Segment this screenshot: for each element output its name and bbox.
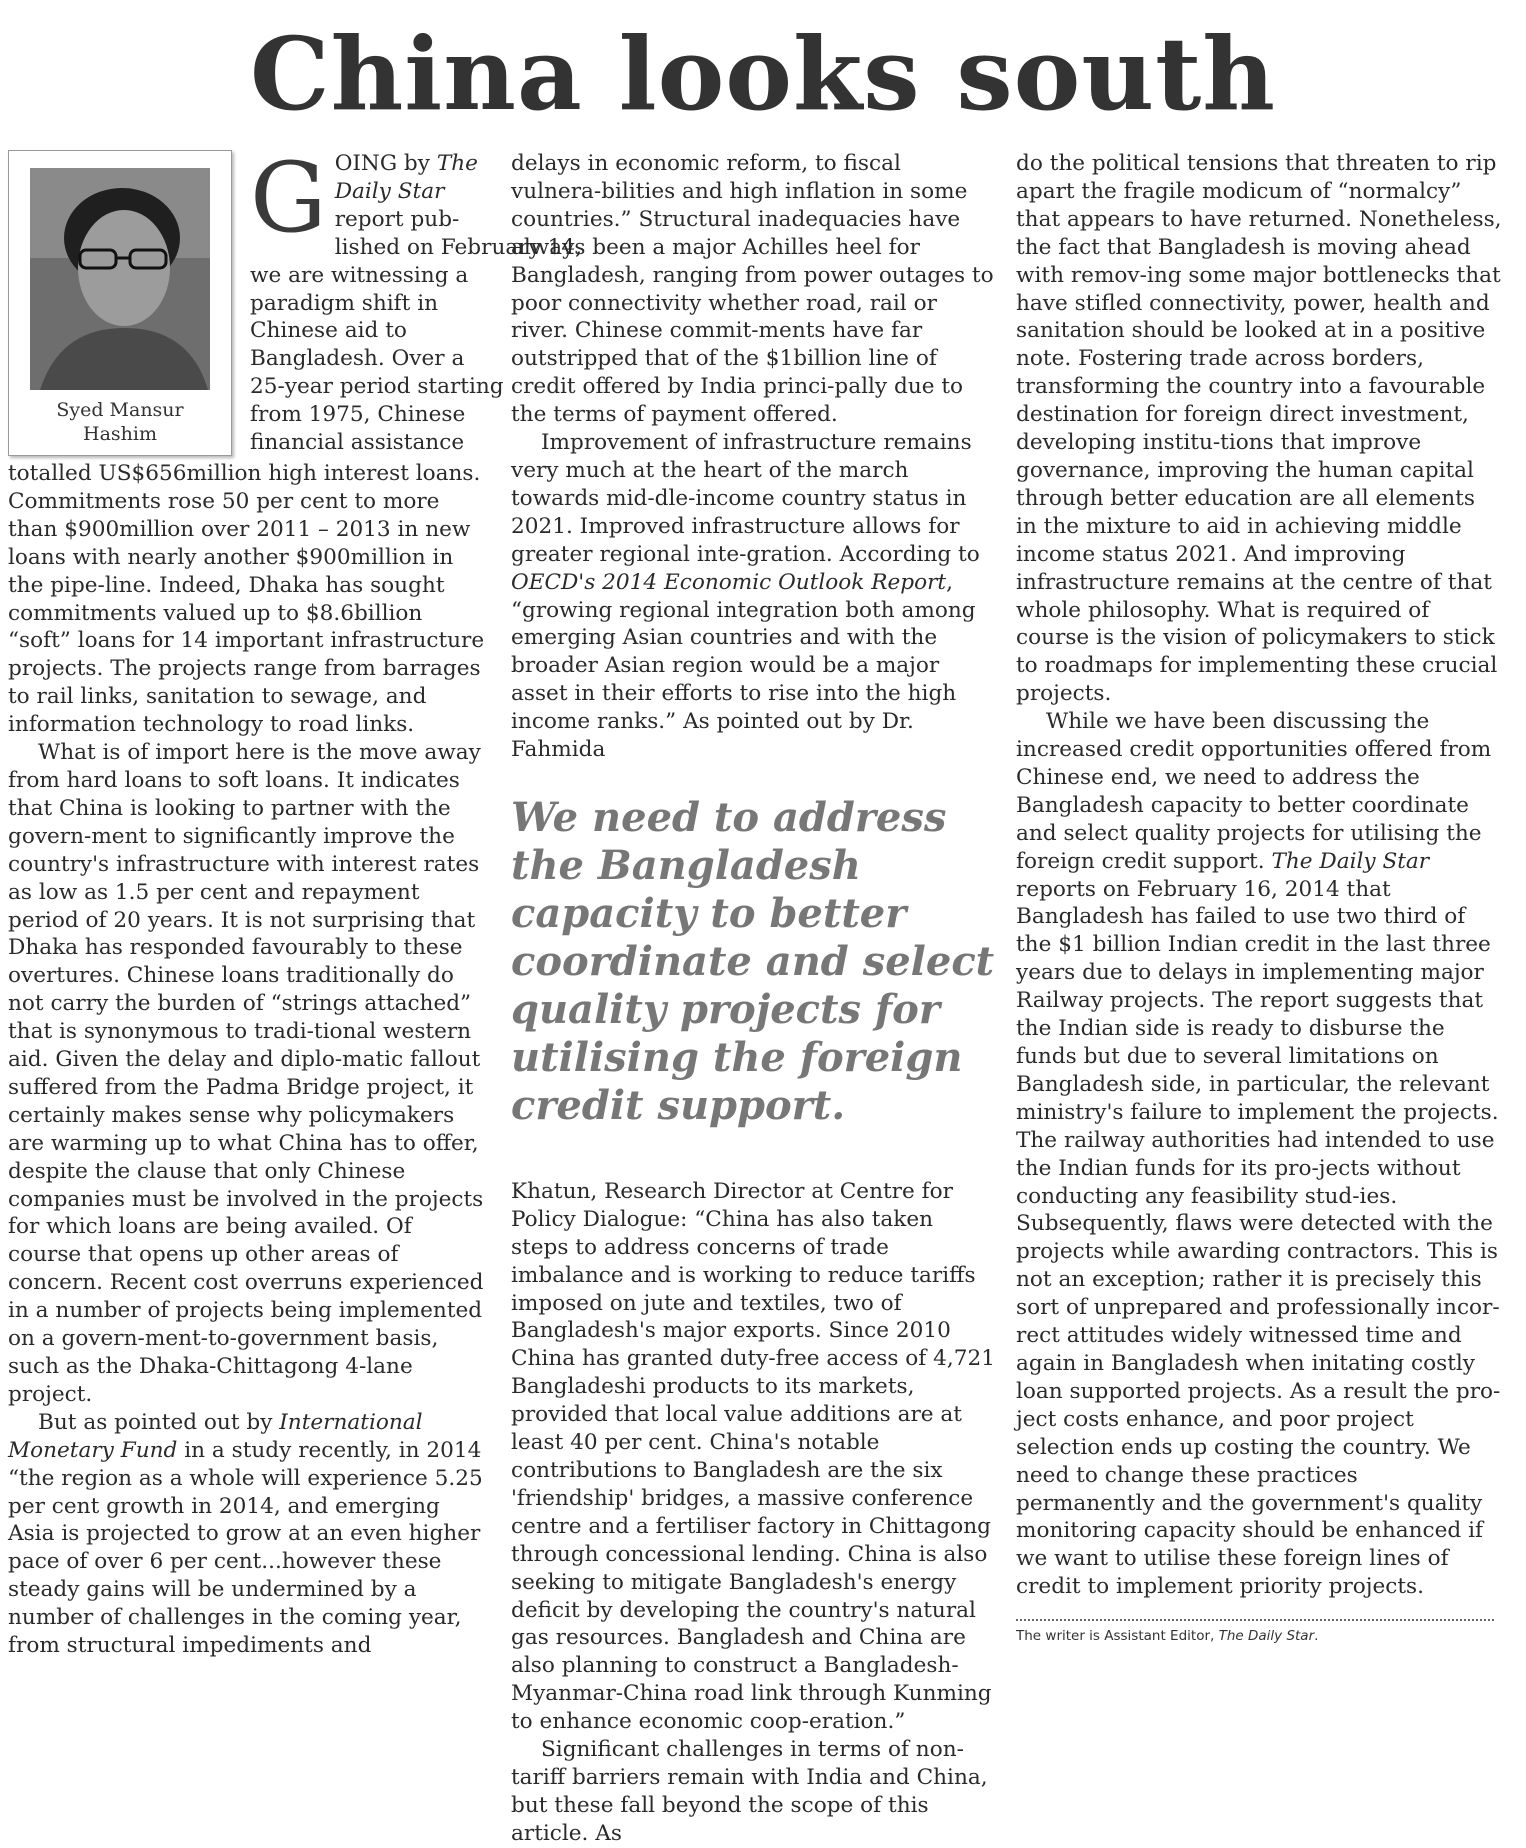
intro-line: 25-year period starting — [250, 374, 504, 400]
author-box — [8, 150, 232, 456]
paragraph: delays in economic reform, to fiscal vulnera-bilities and high inflation in some countries.” Structural inadequacies have always been a major Achilles heel for Bangladesh, ranging from power outages to poor connectivity whether road, rail or river. Chinese commit-ments have far outstripped that of the $1billion line of credit offered by India princi-pally due to the terms of payment offered. — [511, 151, 994, 428]
paragraph: totalled US$656million high interest loans. Commitments rose 50 per cent to more than $900million over 2011 – 2013 in new loans with nearly another $900million in the pipe-line. Indeed, Dhaka has sought commitments valued up to $8.6billion “soft” loans for 14 important infrastructure projects. The projects range from barrages to rail links, sanitation to sewage, and information technology to road links. — [8, 461, 485, 738]
intro-line: we are witnessing a — [250, 262, 469, 288]
author-name — [9, 398, 231, 446]
text-run: , “growing regional integration both among emerging Asian countries and with the broader Asian region would be a major asset in their efforts to rise into the high income ranks.” As pointed out by Dr. Fahmida — [511, 569, 976, 763]
intro-line: Bangladesh. Over a — [250, 346, 465, 372]
paragraph: Significant challenges in terms of non-tariff barriers remain with India and China, but these fall beyond the scope of this article. As — [511, 1737, 988, 1846]
paragraph: What is of import here is the move away from hard loans to soft loans. It indicates that China is looking to partner with the govern-ment to significantly improve the country's infrastructure with interest rates as low as 1.5 per cent and repayment period of 20 years. It is not surprising that Dhaka has responded favourably to these overtures. Chinese loans traditionally do not carry the burden of “strings attached” that is synonymous to tradi-tional western aid. Given the delay and diplo-matic fallout suffered from the Padma Bridge project, it certainly makes sense why policymakers are warming up to what China has to offer, despite the clause that only Chinese companies must be involved in the projects for which loans are being availed. Of course that opens up other areas of concern. Recent cost overruns experienced in a number of projects being implemented on a govern-ment-to-government basis, such as the Dhaka-Chittagong 4-lane project. — [8, 740, 484, 1407]
text-run: The writer is Assistant Editor, — [1016, 1628, 1219, 1645]
paragraph — [8, 1409, 488, 1660]
column-3 — [1016, 150, 1502, 1645]
author-name-line-1: Syed Mansur — [56, 399, 184, 421]
dotted-divider — [1016, 1619, 1494, 1621]
text-run: . — [1314, 1628, 1319, 1645]
paragraph — [1016, 708, 1502, 1601]
author-photo — [30, 168, 210, 390]
intro-line: Daily Star — [334, 178, 445, 204]
text-run: While we have been discussing the increased credit opportunities offered from Chinese end, we need to address the Bangladesh capacity to better coordinate and select quality projects for utilising the foreign credit support. — [1016, 709, 1492, 874]
intro-line: financial assistance — [250, 430, 465, 456]
text-run: Improvement of infrastructure remains very much at the heart of the march towards mid-dle-income country status in 2021. Improved infrastructure allows for greater regional inte-gration. According to — [511, 430, 980, 567]
text-run: But as pointed out by — [38, 1409, 280, 1435]
headline: China looks south — [250, 15, 1276, 133]
intro-line: lished on February 14, — [334, 234, 582, 260]
author-name-line-2: Hashim — [83, 423, 157, 445]
writer-note — [1016, 1627, 1502, 1645]
pull-quote: We need to address the Bangladesh capacity to better coordinate and select quality projects for utilising the foreign credit support. — [511, 793, 995, 1129]
paragraph: Khatun, Research Director at Centre for Policy Dialogue: “China has also taken steps to address concerns of trade imbalance and is working to reduce tariffs imposed on jute and textiles, two of Bangladesh's major exports. Since 2010 China has granted duty-free access of 4,721 Bangladeshi products to its markets, provided that local value additions are at least 40 per cent. China's notable contributions to Bangladesh are the six 'friendship' bridges, a massive conference centre and a fertiliser factory in Chittagong through concessional lending. China is also seeking to mitigate Bangladesh's energy deficit by developing the country's natural gas resources. Bangladesh and China are also planning to construct a Bangladesh-Myanmar-China road link through Kunming to enhance economic coop-eration.” — [511, 1178, 995, 1735]
intro-line: OING by The — [334, 151, 478, 176]
intro-line: report pub- — [334, 206, 460, 232]
column-1 — [8, 142, 582, 1660]
intro-line: from 1975, Chinese — [250, 402, 466, 428]
column-2 — [511, 150, 997, 1848]
intro-line: Chinese aid to — [250, 318, 407, 344]
text-run: reports on February 16, 2014 that Bangladesh has failed to use two third of the $1 billion Indian credit in the last three years due to delays in implementing major Railway projects. The report suggests that the Indian side is ready to disburse the funds but due to several limitations on Bangladesh side, in particular, the relevant ministry's failure to implement the projects. The railway authorities had intended to use the Indian funds for its pro-jects without conducting any feasibility stud-ies. Subsequently, flaws were detected with the projects while awarding contractors. This is not an exception; rather it is precisely this sort of unprepared and professionally incor-rect attitudes widely witnessed time and again in Bangladesh when initating costly loan supported projects. As a result the pro-ject costs enhance, and poor project selection ends up costing the country. We need to change these practices permanently and the government's quality monitoring capacity should be enhanced if we want to utilise these foreign lines of credit to implement priority projects. — [1016, 876, 1501, 1600]
text-run-italic: OECD's 2014 Economic Outlook Report — [511, 569, 947, 595]
text-run-italic: International Monetary Fund — [8, 1409, 423, 1463]
text-run-italic: The Daily Star — [1271, 848, 1430, 874]
drop-cap: G — [250, 142, 327, 254]
intro-line: paradigm shift in — [250, 290, 439, 316]
paragraph: do the political tensions that threaten to rip apart the fragile modicum of “normalcy” that appears to have returned. Nonetheless, the fact that Bangladesh is moving ahead with remov-ing some major bottlenecks that have stifled connectivity, power, health and sanitation should be looked at in a positive note. Fostering trade across borders, transforming the country into a favourable destination for foreign direct investment, developing institu-tions that improve governance, improving the human capital through better education are all elements in the mixture to aid in achieving middle income status 2021. And improving infrastructure remains at the centre of that whole philosophy. What is required of course is the vision of policymakers to stick to roadmaps for implementing these crucial projects. — [1016, 151, 1502, 707]
text-run: in a study recently, in 2014 “the region as a whole will experience 5.25 per cent growth in 2014, and emerging Asia is projected to grow at an even higher pace of over 6 per cent...however these steady gains will be undermined by a number of challenges in the coming year, from structural impediments and — [8, 1437, 483, 1659]
paragraph — [511, 429, 997, 764]
text-run-italic: The Daily Star — [1218, 1628, 1315, 1645]
